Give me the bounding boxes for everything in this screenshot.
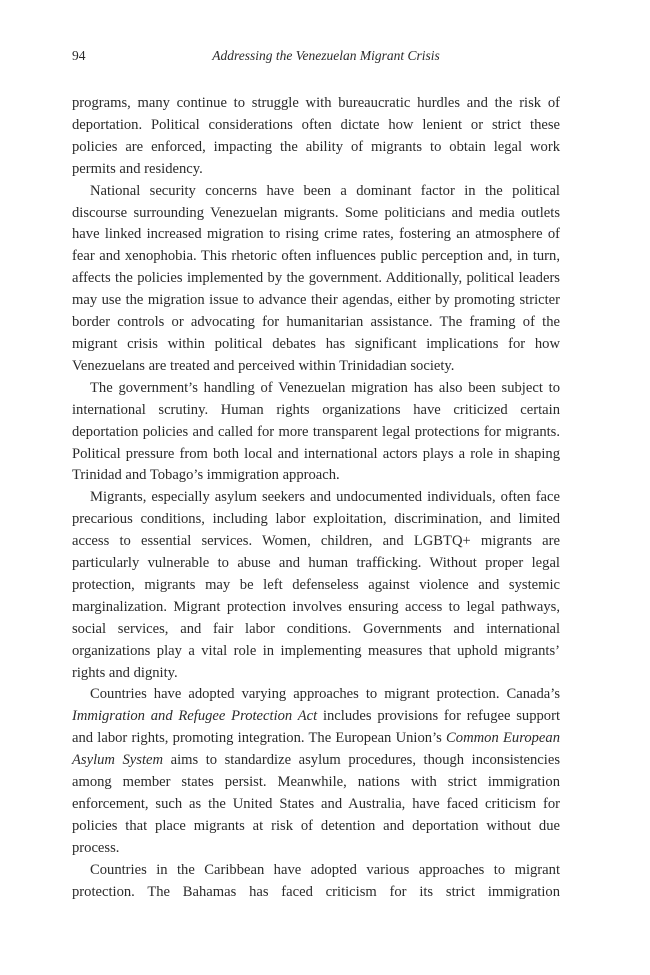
- paragraph-text: aims to standardize asylum procedures, though inconsistencies among member states persist. Meanwhile, nations with strict immigration enforcement, such as the United States and Australia, have faced criticism for policies that place migrants at risk of detention and deportation without due process.: [72, 752, 560, 856]
- running-title: Addressing the Venezuelan Migrant Crisis: [212, 48, 440, 63]
- paragraph: [72, 684, 560, 859]
- page-number: 94: [72, 48, 86, 63]
- paragraph: programs, many continue to struggle with bureaucratic hurdles and the risk of deportation. Political considerations often dictate how lenient or strict these policies are enforced, impacting the ability of migrants to obtain legal work permits and residency.: [72, 95, 560, 177]
- paragraph: Migrants, especially asylum seekers and undocumented individuals, often face precarious conditions, including labor exploitation, discrimination, and limited access to essential services. Women, children, and LGBTQ+ migrants are particularly vulnerable to abuse and human trafficking. Without proper legal protection, migrants may be left defenseless against violence and systemic marginalization. Migrant protection involves ensuring access to legal pathways, social services, and fair labor conditions. Governments and international organizations play a vital role in implementing measures that uphold migrants’ rights and dignity.: [72, 489, 560, 681]
- act-title: Immigration and Refugee Protection Act: [72, 708, 318, 725]
- paragraph: National security concerns have been a dominant factor in the political discourse surrounding Venezuelan migrants. Some politicians and media outlets have linked increased migration to rising crime rates, fostering an atmosphere of fear and xenophobia. This rhetoric often influences public perception and, in turn, affects the policies implemented by the government. Additionally, political leaders may use the migration issue to advance their agendas, either by promoting stricter border controls or advocating for humanitarian assistance. The framing of the migrant crisis within political debates has significant implications for how Venezuelans are treated and perceived within Trinidadian society.: [72, 182, 560, 374]
- paragraph-text: includes provisions for refugee support and labor rights, promoting integration. The European Union’s: [72, 708, 560, 747]
- book-page: [72, 44, 560, 904]
- paragraph-text: Countries have adopted varying approaches to migrant protection. Canada’s: [90, 686, 560, 703]
- body-text: [72, 93, 560, 904]
- running-header: [72, 44, 560, 68]
- paragraph: The government’s handling of Venezuelan migration has also been subject to international scrutiny. Human rights organizations have criticized certain deportation policies and called for more transparent legal protections for migrants. Political pressure from both local and international actors plays a role in shaping Trinidad and Tobago’s immigration approach.: [72, 379, 560, 484]
- system-title: Common European Asylum System: [72, 730, 560, 769]
- paragraph: Countries in the Caribbean have adopted various approaches to migrant protection. The Bahamas has faced criticism for its strict immigration: [72, 861, 560, 900]
